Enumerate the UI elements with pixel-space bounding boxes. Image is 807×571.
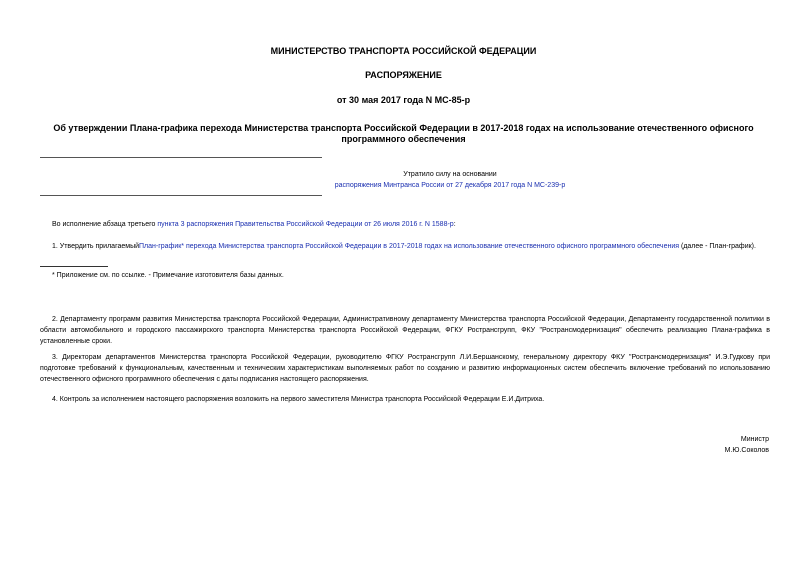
- separator-rule-bottom: [40, 195, 322, 196]
- government-order-link[interactable]: пункта 3 распоряжения Правительства Российской Федерации от 26 июля 2016 г. N 1588-р: [157, 221, 454, 228]
- item-4-paragraph: 4. Контроль за исполнением настоящего распоряжения возложить на первого заместителя Министра транспорта Российской Федерации Е.И.Дитриха.: [52, 396, 545, 403]
- signatory-name: М.Ю.Соколов: [724, 447, 769, 454]
- intro-colon: :: [453, 221, 456, 228]
- document-date-number: от 30 мая 2017 года N МС-85-р: [336, 95, 471, 105]
- plan-graph-link[interactable]: План-график*: [139, 243, 185, 250]
- document-subject-title: Об утверждении Плана-графика перехода Министерства транспорта Российской Федерации в 2017-2018 годах на использование отечественного офисного программного обеспечения: [53, 123, 754, 144]
- plan-graph-title-link[interactable]: перехода Министерства транспорта Российской Федерации в 2017-2018 годах на использование отечественного офисного программного обеспечения: [185, 243, 680, 250]
- separator-rule-top: [40, 157, 322, 158]
- footnote-text: * Приложение см. по ссылке. - Примечание изготовителя базы данных.: [52, 272, 284, 279]
- footnote-rule: [40, 266, 108, 267]
- status-note: [255, 169, 645, 191]
- intro-text: Во исполнение абзаца третьего: [52, 221, 158, 228]
- ministry-heading: МИНИСТЕРСТВО ТРАНСПОРТА РОССИЙСКОЙ ФЕДЕРАЦИИ: [270, 46, 537, 56]
- status-line: Утратило силу на основании: [403, 171, 497, 178]
- signature-block: [725, 434, 769, 456]
- item-2-paragraph: 2. Департаменту программ развития Министерства транспорта Российской Федерации, Административному департаменту Министерства транспорта Российской Федерации, Департаменту государственной политики в области автомобильного и городского пассажирского транспорта Министерства транспорта Российской Федерации, ФГКУ Ространсгрупп, ФКУ "Ространсмодернизация" обеспечить реализацию Плана-графика в установленные сроки.: [40, 316, 770, 345]
- intro-paragraph: [52, 219, 770, 230]
- signatory-position: Министр: [740, 436, 769, 443]
- item-1-text-end: (далее - План-график).: [679, 243, 756, 250]
- document-type-heading: РАСПОРЯЖЕНИЕ: [365, 70, 442, 80]
- item-1-text-start: 1. Утвердить прилагаемый: [52, 243, 140, 250]
- repeal-document-link[interactable]: распоряжения Минтранса России от 27 декабря 2017 года N МС-239-р: [334, 182, 566, 189]
- item-3-paragraph: 3. Директорам департаментов Министерства транспорта Российской Федерации, руководителю ФГКУ Ространсгрупп Л.И.Бершанскому, генеральному директору ФКУ "Ространсмодернизация" И.Э.Гудкову при подготовке требований к функциональным, качественным и техническим характеристикам выполняемых работ по созданию и развитию информационных систем обеспечить включение требований по использованию отечественного офисного программного обеспечения с даты подписания настоящего распоряжения.: [40, 354, 770, 383]
- item-1-paragraph: [40, 241, 770, 252]
